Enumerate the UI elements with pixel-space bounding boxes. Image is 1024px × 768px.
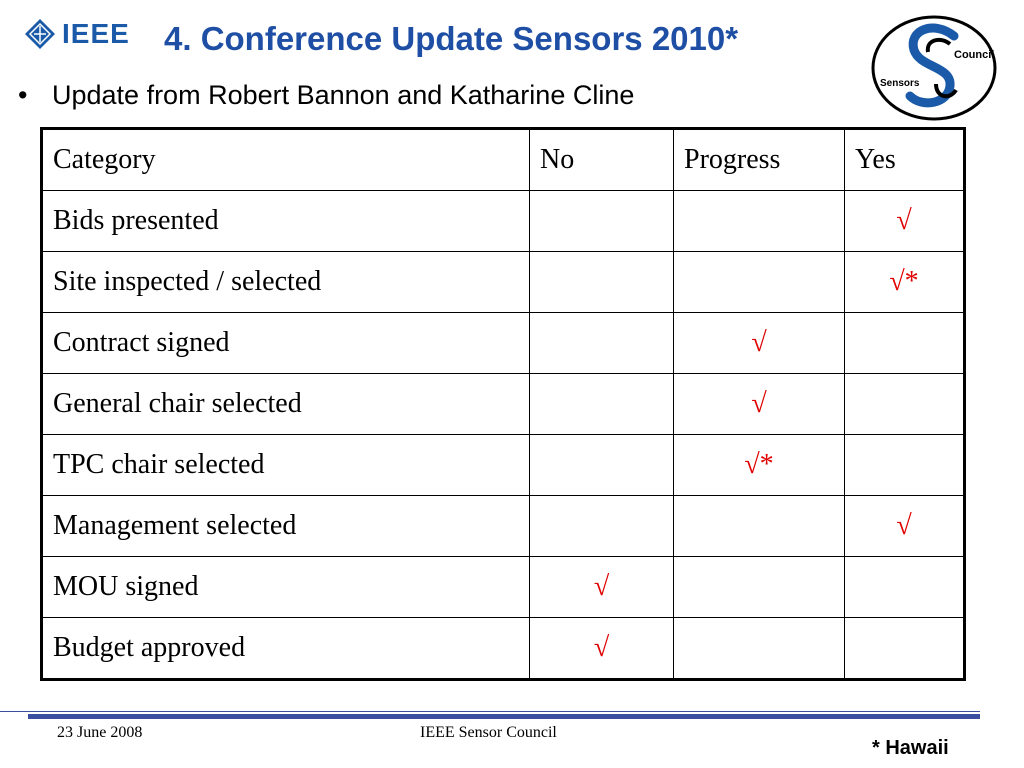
header-no: No (530, 129, 674, 191)
table-row (42, 374, 965, 435)
footer-divider-thick (28, 714, 980, 719)
no-cell (530, 435, 674, 496)
bullet-point (18, 80, 634, 111)
yes-cell: √* (845, 252, 965, 313)
progress-cell (674, 191, 845, 252)
footer-organization: IEEE Sensor Council (420, 724, 557, 741)
table-row (42, 435, 965, 496)
no-cell: √ (530, 618, 674, 680)
footer-divider-thin (0, 711, 980, 712)
no-cell (530, 252, 674, 313)
no-cell (530, 191, 674, 252)
table-row (42, 557, 965, 618)
table-row (42, 313, 965, 374)
category-cell: MOU signed (42, 557, 530, 618)
progress-cell: √* (674, 435, 845, 496)
seal-word-council: Council (954, 49, 995, 61)
bullet-dot-icon: • (18, 80, 28, 110)
progress-cell: √ (674, 313, 845, 374)
yes-cell (845, 557, 965, 618)
yes-cell (845, 313, 965, 374)
no-cell (530, 374, 674, 435)
yes-cell: √ (845, 496, 965, 557)
progress-cell: √ (674, 374, 845, 435)
header-category: Category (42, 129, 530, 191)
yes-cell (845, 435, 965, 496)
category-cell: Site inspected / selected (42, 252, 530, 313)
yes-cell: √ (845, 191, 965, 252)
status-table (40, 127, 966, 681)
yes-cell (845, 618, 965, 680)
ieee-logo (24, 18, 130, 50)
slide-title: 4. Conference Update Sensors 2010* (164, 20, 739, 57)
category-cell: General chair selected (42, 374, 530, 435)
no-cell (530, 496, 674, 557)
ieee-logo-text: IEEE (62, 18, 130, 49)
header-progress: Progress (674, 129, 845, 191)
yes-cell (845, 374, 965, 435)
progress-cell (674, 618, 845, 680)
table-header-row (42, 129, 965, 191)
header-yes: Yes (845, 129, 965, 191)
table-row (42, 191, 965, 252)
table-row (42, 252, 965, 313)
progress-cell (674, 557, 845, 618)
category-cell: Bids presented (42, 191, 530, 252)
seal-word-sensors: Sensors (880, 78, 920, 89)
category-cell: Management selected (42, 496, 530, 557)
no-cell (530, 313, 674, 374)
progress-cell (674, 496, 845, 557)
category-cell: TPC chair selected (42, 435, 530, 496)
table-row (42, 496, 965, 557)
footer-note: * Hawaii (872, 737, 949, 759)
category-cell: Budget approved (42, 618, 530, 680)
table-row (42, 618, 965, 680)
ieee-diamond-icon (24, 18, 56, 50)
no-cell: √ (530, 557, 674, 618)
sensors-council-seal (870, 14, 998, 127)
category-cell: Contract signed (42, 313, 530, 374)
progress-cell (674, 252, 845, 313)
bullet-text: Update from Robert Bannon and Katharine Cline (52, 80, 635, 110)
footer-date: 23 June 2008 (57, 724, 143, 741)
